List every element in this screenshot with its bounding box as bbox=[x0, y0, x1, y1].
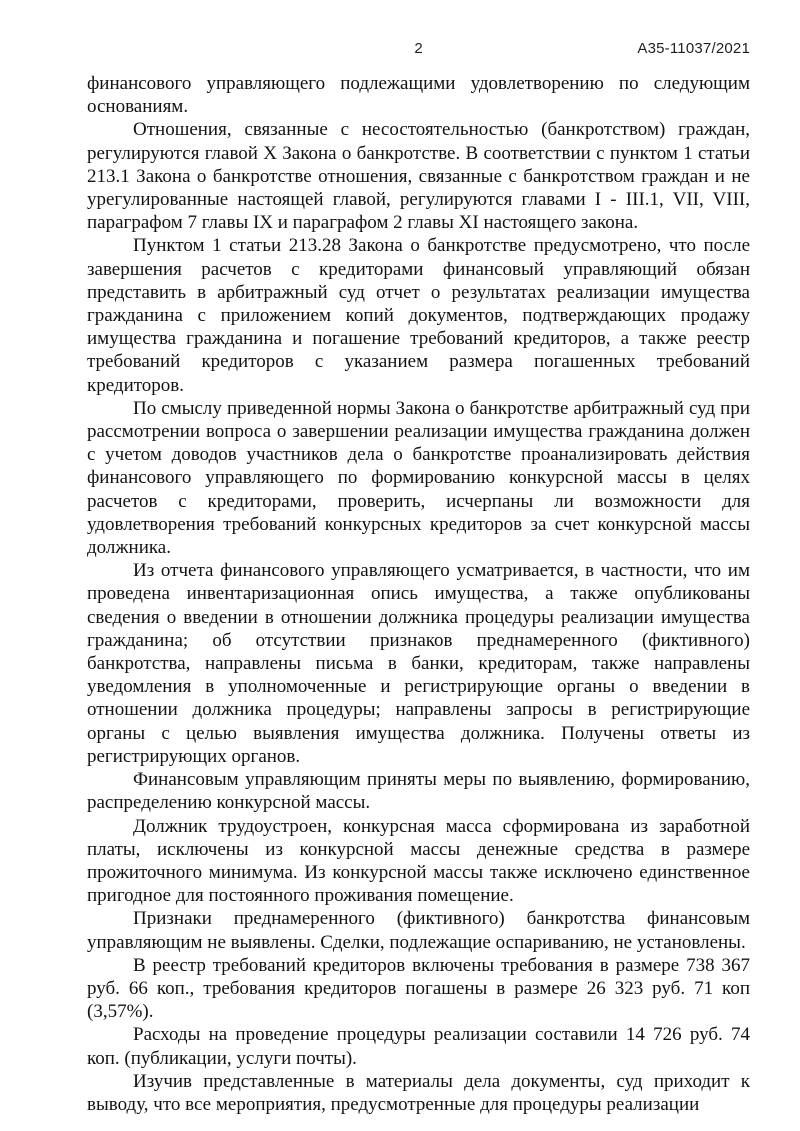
paragraph-8: Признаки преднамеренного (фиктивного) банкротства финансовым управляющим не выявлены. Сделки, подлежащие оспариванию, не установлены. bbox=[87, 908, 750, 953]
paragraph-7: Должник трудоустроен, конкурсная масса сформирована из заработной платы, исключены из конкурсной массы денежные средства в размере прожиточного минимума. Из конкурсной массы также исключено единственное пригодное для постоянного проживания помещение. bbox=[87, 815, 750, 907]
paragraph-6: Финансовым управляющим приняты меры по выявлению, формированию, распределению конкурсной массы. bbox=[87, 769, 750, 814]
paragraph-1: финансового управляющего подлежащими удовлетворению по следующим основаниям. bbox=[87, 73, 750, 118]
paragraph-10: Расходы на проведение процедуры реализации составили 14 726 руб. 74 коп. (публикации, услуги почты). bbox=[87, 1024, 750, 1069]
page-header bbox=[87, 40, 750, 60]
page-number: 2 bbox=[414, 40, 423, 57]
paragraph-11: Изучив представленные в материалы дела документы, суд приходит к выводу, что все мероприятия, предусмотренные для процедуры реализации bbox=[87, 1070, 750, 1115]
paragraph-9: В реестр требований кредиторов включены требования в размере 738 367 руб. 66 коп., требования кредиторов погашены в размере 26 323 руб. 71 коп (3,57%). bbox=[87, 954, 750, 1023]
paragraph-5: Из отчета финансового управляющего усматривается, в частности, что им проведена инвентаризационная опись имущества, а также опубликованы сведения о введении в отношении должника процедуры реализации имущества гражданина; об отсутствии признаков преднамеренного (фиктивного) банкротства, направлены письма в банки, кредиторам, также направлены уведомления в уполномоченные и регистрирующие органы о введении в отношении должника процедуры; направлены запросы в регистрирующие органы с целью выявления имущества должника. Получены ответы из регистрирующих органов. bbox=[87, 560, 750, 767]
document-body bbox=[87, 72, 750, 1116]
case-number: А35-11037/2021 bbox=[637, 40, 750, 57]
paragraph-4: По смыслу приведенной нормы Закона о банкротстве арбитражный суд при рассмотрении вопроса о завершении реализации имущества гражданина должен с учетом доводов участников дела о банкротстве проанализировать действия финансового управляющего по формированию конкурсной массы в целях расчетов с кредиторами, проверить, исчерпаны ли возможности для удовлетворения требований конкурсных кредиторов за счет конкурсной массы должника. bbox=[87, 397, 750, 559]
paragraph-2: Отношения, связанные с несостоятельностью (банкротством) граждан, регулируются главой X Закона о банкротстве. В соответствии с пунктом 1 статьи 213.1 Закона о банкротстве отношения, связанные с банкротством граждан и не урегулированные настоящей главой, регулируются главами I - III.1, VII, VIII, параграфом 7 главы IX и параграфом 2 главы XI настоящего закона. bbox=[87, 119, 750, 234]
paragraph-3: Пунктом 1 статьи 213.28 Закона о банкротстве предусмотрено, что после завершения расчетов с кредиторами финансовый управляющий обязан представить в арбитражный суд отчет о результатах реализации имущества гражданина с приложением копий документов, подтверждающих продажу имущества гражданина и погашение требований кредиторов, а также реестр требований кредиторов с указанием размера погашенных требований кредиторов. bbox=[87, 235, 750, 396]
